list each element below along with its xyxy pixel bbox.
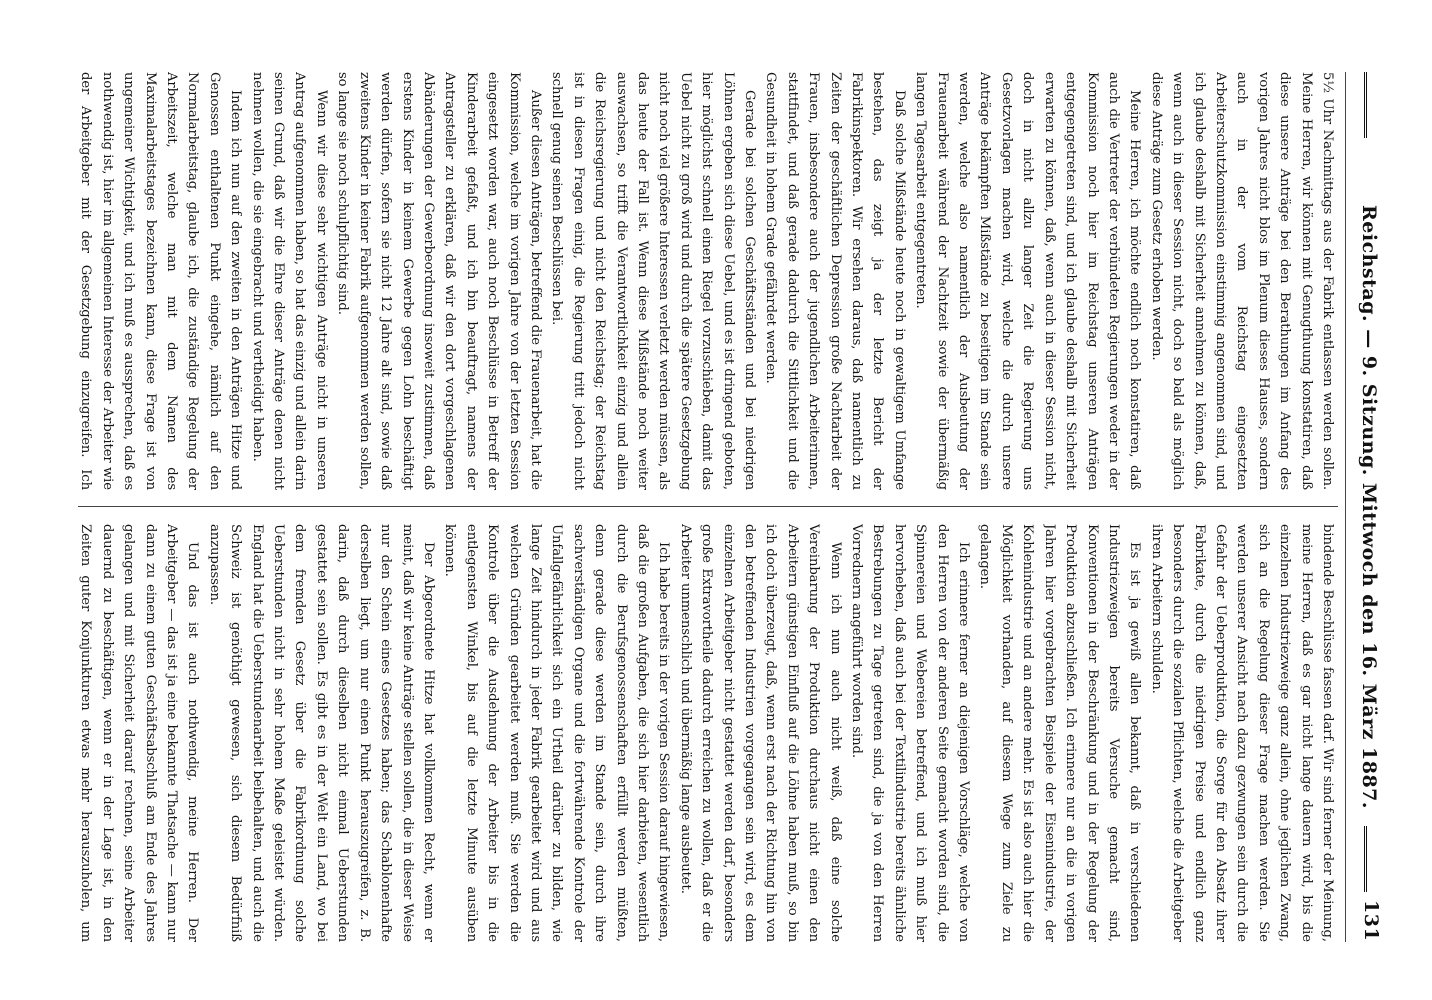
header-rule-left <box>1364 72 1367 138</box>
paragraph: Indem ich nun auf den zweiten in den Anträgen Hitze und Genossen enthaltenen Punkt eingehe, nämlich auf den Normalarbeitstag, glaube ich, die zuständige Regelung der Arbeitszeit, welche man mit dem Namen des Maximalarbeitstages bezeichnen kann, diese Frage ist von ungemeiner Wichtigkeit, und ich muß es aussprechen, daß es nothwendig ist, hier im allgemeinen Interesse der Arbeiter wie der Arbeitgeber mit der Gesetzgebung einzugreifen. Ich <box>78 72 244 490</box>
paragraph: bindende Beschlüsse fassen darf. Wir sind ferner der Meinung, meine Herren, daß es gar nicht lange dauern wird, bis die einzelnen Industriezweige ganz allein, ohne jeglichen Zwang, sich an die Regelung dieser Frage machen werden. Sie werden unserer Ansicht nach dazu gezwungen sein durch die Gefahr der Ueberproduktion, die Sorge für den Absatz ihrer Fabrikate, durch die niedrigen Preise und endlich ganz besonders durch die sozialen Pflichten, welche die Arbeitgeber ihren Arbeitern schulden. <box>1148 524 1335 942</box>
header-divider <box>1345 72 1346 942</box>
page-number: 131 <box>1360 900 1382 942</box>
paragraph: Es ist ja gewiß allen bekannt, daß in verschiedenen Industriezweigen bereits Versuche gemacht sind, Konventionen in der Beschränkung und in der Regelung der Produktion abzuschließen. Ich erinnere nur an die in vorigen Jahren hier vorgebrachten Beispiele der Eisenindustrie, der Kohlenindustrie und an andere mehr. Es ist also auch hier die Möglichkeit vorhanden, auf diesem Wege zum Ziele zu gelangen. <box>977 524 1143 942</box>
paragraph: Meine Herren, ich möchte endlich noch konstatiren, daß auch die Vertreter der verbündeten Regierungen weder in der Kommission noch hier im Reichstag unseren Anträgen entgegengetreten sind, und ich glaube deshalb mit Sicherheit erwarten zu können, daß, wenn auch in dieser Session nicht, doch in nicht allzu langer Zeit die Regierung uns Gesetzvorlagen machen wird, welche die durch unsere Anträge bekämpften Mißstände zu beseitigen im Stande sein werden, welche also namentlich der Ausbeutung der Frauenarbeit während der Nachtzeit sowie der übermäßig langen Tagesarbeit entgegentreten. <box>913 72 1143 490</box>
header-rule-right <box>1364 826 1367 892</box>
running-head: Reichstag. — 9. Sitzung. Mittwoch den 16. März 1887. <box>1358 204 1380 810</box>
text-column-left <box>78 72 1338 490</box>
paragraph: Gerade bei solchen Geschäftsständen und bei niedrigen Löhnen ergeben sich diese Uebel, und es ist dringend geboten, hier möglichst schnell einen Riegel vorzuschieben, damit das Uebel nicht zu groß wird und durch die spätere Gesetzgebung nicht noch viel größere Interessen verletzt werden müssen, als das heute der Fall ist. Wenn diese Mißstände noch weiter auswachsen, so trifft die Verantwortlichkeit einzig und allein die Reichsregierung und nicht den Reichstag; der Reichstag ist in diesen Fragen einig, die Regierung tritt jedoch nicht schnell genug seinen Beschlüssen bei. <box>549 72 758 490</box>
paragraph: Außer diesen Anträgen, betreffend die Frauenarbeit, hat die Kommission, welche im vorigen Jahre von der letzten Session eingesetzt worden war, auch noch Beschlüsse in Betreff der Kinderarbeit gefaßt, und ich bin beauftragt, namens der Antragsteller zu erklären, daß wir den dort vorgeschlagenen Abänderungen der Gewerbeordnung insoweit zustimmen, daß erstens Kinder in keinem Gewerbe gegen Lohn beschäftigt werden dürfen, sofern sie nicht 12 Jahre alt sind, sowie daß zweitens Kinder in keiner Fabrik aufgenommen werden sollen, so lange sie noch schulpflichtig sind. <box>335 72 543 490</box>
column-divider <box>78 506 1338 507</box>
paragraph: Und das ist auch nothwendig, meine Herren. Der Arbeitgeber — das ist ja eine bekannte Thatsache — kann nur dann zu einem guten Geschäftsabschluß am Ende des Jahres gelangen und mit Sicherheit darauf rechnen, seine Arbeiter dauernd zu beschäftigen, wenn er in der Lage ist, in den Zeiten guter Konjunkturen etwas mehr herauszuholen, um <box>78 524 201 942</box>
page-header <box>1348 72 1384 942</box>
text-column-right <box>78 524 1338 942</box>
paragraph: Daß solche Mißstände heute noch in gewaltigem Umfange bestehen, das zeigt ja der letzte Bericht der Fabrikinspektoren. Wir ersehen daraus, daß namentlich zu Zeiten der geschäftlichen Depression große Nachtarbeit der Frauen, insbesondere auch der jugendlichen Arbeiterinnen, stattfindet, und daß gerade dadurch die Sittlichkeit und die Gesundheit in hohem Grade gefährdet werden. <box>763 72 907 490</box>
paragraph: Wenn wir diese sehr wichtigen Anträge nicht in unseren Antrag aufgenommen haben, so hat das einzig und allein darin seinen Grund, daß wir die Ehre dieser Anträge denen nicht nehmen wollen, die sie eingebracht und vertheidigt haben. <box>249 72 329 490</box>
paragraph: 5½ Uhr Nachmittags aus der Fabrik entlassen werden sollen. Meine Herren, wir können mit Genugthuung konstatiren, daß diese unsere Anträge bei den Berathungen im Anfang des vorigen Jahres nicht blos im Plenum dieses Hauses, sondern auch in der vom Reichstag eingesetzten Arbeiterschutzkommission einstimmig angenommen sind, und ich glaube deshalb mit Sicherheit annehmen zu können, daß, wenn auch in dieser Session nicht, doch so bald als möglich diese Anträge zum Gesetz erhoben werden. <box>1148 72 1335 490</box>
paragraph: Wenn ich nun auch nicht weiß, daß eine solche Vereinbarung der Produktion durchaus nicht einen den Arbeitern günstigen Einfluß auf die Löhne haben muß, so bin ich doch überzeugt, daß, wenn erst nach der Richtung hin von den betreffenden Industrien vorgegangen sein wird, es dem einzelnen Arbeitgeber nicht gestattet werden darf, besonders große Extravortheile dadurch erreichen zu wollen, daß er die Arbeiter unmenschlich und übermäßig lange ausbeutet. <box>677 524 843 942</box>
paragraph: Ich habe bereits in der vorigen Session darauf hingewiesen, daß die großen Aufgaben, die sich hier darbieten, wesentlich durch die Berufsgenossenschaften erfüllt werden müßten, denn gerade diese werden im Stande sein, durch ihre sachverständigen Organe und die fortwährende Kontrole der Unfallgefährlichkeit sich ein Urtheil darüber zu bilden, wie lange Zeit hindurch in jeder Fabrik gearbeitet wird und aus welchen Gründen gearbeitet werden muß. Sie werden die Kontrole über die Ausdehnung der Arbeiter bis in die entlegensten Winkel, bis auf die letzte Minute ausüben können. <box>442 524 672 942</box>
paragraph: Ich erinnere ferner an diejenigen Vorschläge, welche von den Herren von der anderen Seite gemacht worden sind, die Spinnereien und Webereien betreffend, und ich muß hier hervorheben, daß auch bei der Textilindustrie bereits ähnliche Bestrebungen zu Tage getreten sind, die ja von den Herren Vorrednern angeführt worden sind. <box>849 524 972 942</box>
paragraph: Der Abgeordnete Hitze hat vollkommen Recht, wenn er meint, daß wir keine Anträge stellen sollen, die in dieser Weise nur den Schein eines Gesetzes haben; das Schablonenhafte derselben liegt, um nur einen Punkt herauszugreifen, z. B. darin, daß durch dieselben nicht einmal Ueberstunden gestattet sein sollen. Es gibt es in der Welt ein Land, wo bei dem fremden Gesetz über die Fabrikordnung solche Ueberstunden nicht in sehr hohem Maße geleistet würden. England hat die Ueberstundenarbeit beibehalten, und auch die Schweiz ist genöthigt gewesen, sich diesem Bedürfniß anzupassen. <box>206 524 436 942</box>
